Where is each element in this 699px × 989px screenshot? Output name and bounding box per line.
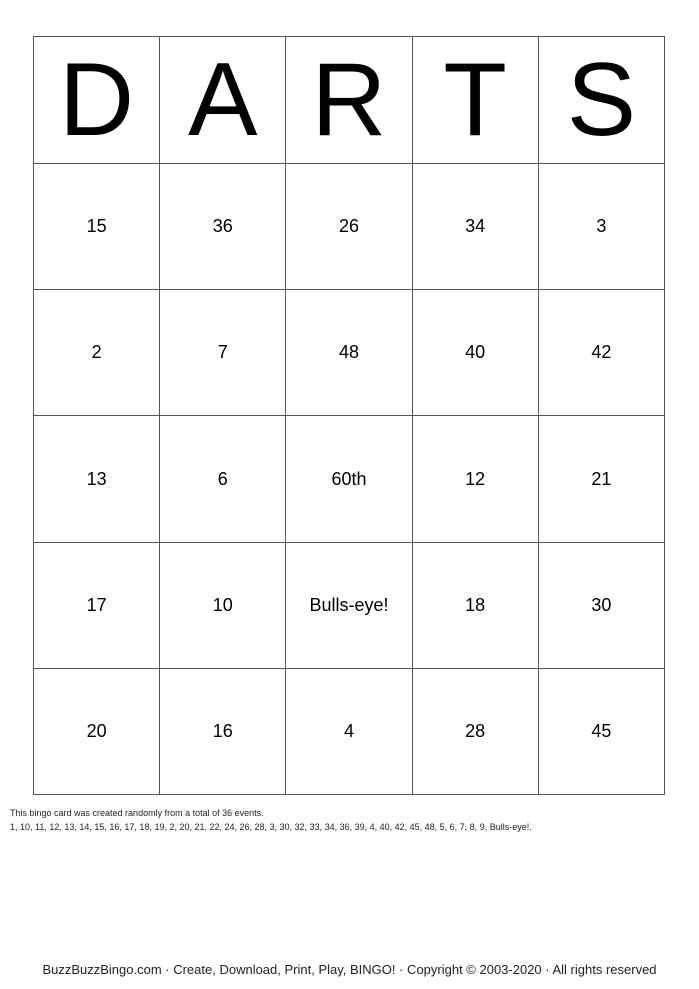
card-row bbox=[34, 668, 665, 794]
card-cell: 7 bbox=[160, 290, 286, 416]
card-cell: 40 bbox=[412, 290, 538, 416]
header-letter: T bbox=[412, 37, 538, 164]
card-row bbox=[34, 290, 665, 416]
card-row bbox=[34, 542, 665, 668]
events-list: 1, 10, 11, 12, 13, 14, 15, 16, 17, 18, 19, 2, 20, 21, 22, 24, 26, 28, 3, 30, 32, 33, 34, 36, 39, 4, 40, 42, 45, 48, 5, 6, 7, 8, 9, Bulls-eye!. bbox=[10, 822, 532, 832]
card-cell: Bulls-eye! bbox=[286, 542, 412, 668]
card-cell: 34 bbox=[412, 164, 538, 290]
card-cell: 36 bbox=[160, 164, 286, 290]
card-cell: 4 bbox=[286, 668, 412, 794]
card-cell: 45 bbox=[538, 668, 664, 794]
events-summary: This bingo card was created randomly from a total of 36 events. bbox=[10, 808, 264, 818]
card-cell: 17 bbox=[34, 542, 160, 668]
card-cell: 21 bbox=[538, 416, 664, 542]
footer-copyright: BuzzBuzzBingo.com · Create, Download, Print, Play, BINGO! · Copyright © 2003-2020 · All rights reserved bbox=[42, 962, 657, 977]
card-cell: 10 bbox=[160, 542, 286, 668]
card-row bbox=[34, 416, 665, 542]
header-letter: A bbox=[160, 37, 286, 164]
bingo-card bbox=[33, 36, 665, 795]
header-letter: D bbox=[34, 37, 160, 164]
card-cell: 12 bbox=[412, 416, 538, 542]
card-cell: 18 bbox=[412, 542, 538, 668]
header-letter: R bbox=[286, 37, 412, 164]
card-cell: 48 bbox=[286, 290, 412, 416]
card-cell: 15 bbox=[34, 164, 160, 290]
header-letter: S bbox=[538, 37, 664, 164]
card-cell: 6 bbox=[160, 416, 286, 542]
header-row bbox=[34, 37, 665, 164]
card-cell-center: 60th bbox=[286, 416, 412, 542]
card-cell: 16 bbox=[160, 668, 286, 794]
card-cell: 30 bbox=[538, 542, 664, 668]
card-cell: 3 bbox=[538, 164, 664, 290]
card-cell: 28 bbox=[412, 668, 538, 794]
card-row bbox=[34, 164, 665, 290]
card-cell: 2 bbox=[34, 290, 160, 416]
card-cell: 20 bbox=[34, 668, 160, 794]
card-cell: 26 bbox=[286, 164, 412, 290]
card-cell: 42 bbox=[538, 290, 664, 416]
events-note bbox=[10, 806, 532, 834]
card-cell: 13 bbox=[34, 416, 160, 542]
